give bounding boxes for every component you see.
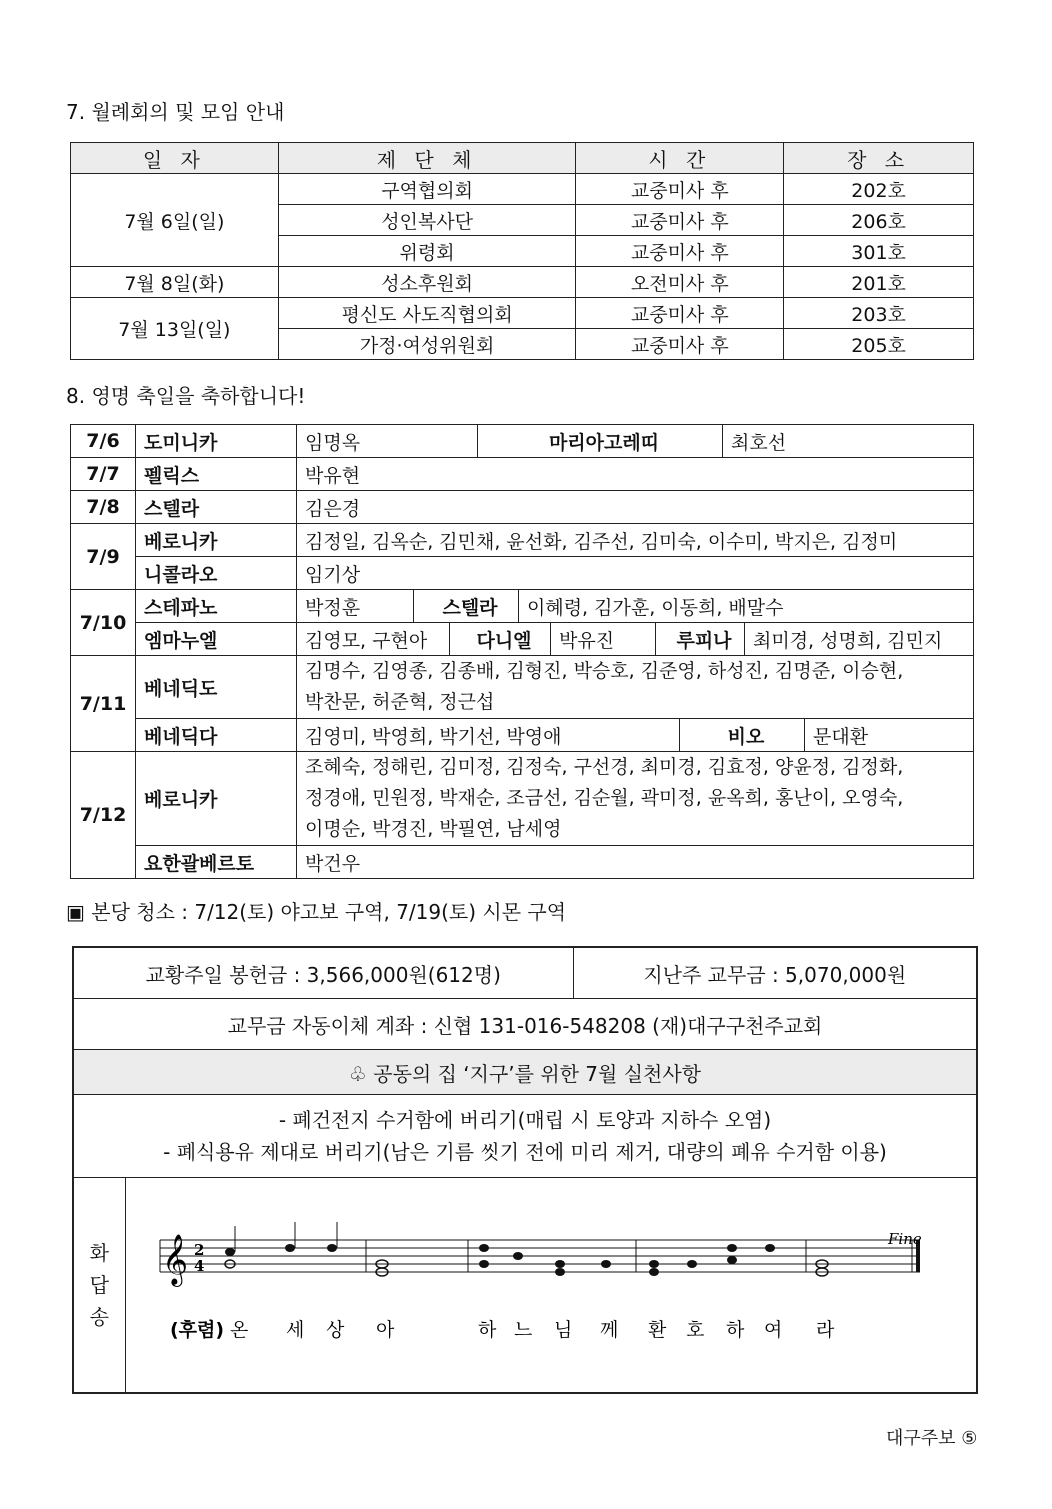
- member-names: 김은경: [297, 491, 974, 524]
- meeting-org: 평신도 사도직협의회: [278, 298, 576, 329]
- meeting-time: 교중미사 후: [576, 329, 784, 360]
- cleaning-notice: ▣ 본당 청소 : 7/12(토) 야고보 구역, 7/19(토) 시몬 구역: [66, 900, 567, 924]
- svg-text:느: 느: [513, 1319, 532, 1341]
- member-names: 김영모, 구현아: [297, 623, 450, 655]
- member-names: 최미경, 성명희, 김민지: [753, 629, 943, 652]
- psalm-label: 화 답 송: [73, 1178, 125, 1394]
- svg-text:상: 상: [325, 1319, 344, 1341]
- table-row: [71, 298, 974, 329]
- offering-text: 교황주일 봉헌금 : 3,566,000원(612명): [73, 947, 573, 999]
- meeting-org: 성소후원회: [278, 267, 576, 298]
- table-row: [71, 752, 974, 846]
- saint-name: 마리아고레띠: [478, 425, 723, 457]
- member-names: 박유현: [297, 458, 974, 491]
- header-time: 시 간: [576, 143, 784, 174]
- saint-name: 스텔라: [136, 491, 297, 524]
- member-names: 김명수, 김영종, 김종배, 김형진, 박승호, 김준영, 하성진, 김명준, 이승현,: [305, 660, 904, 682]
- section-7-title: 7. 월례회의 및 모임 안내: [66, 100, 285, 124]
- member-names: 박유진: [551, 623, 656, 655]
- table-row: [71, 656, 974, 719]
- meeting-time: 교중미사 후: [576, 298, 784, 329]
- fine-mark: Fine: [887, 1230, 922, 1248]
- saint-name: 펠릭스: [136, 458, 297, 491]
- meeting-time: 교중미사 후: [576, 236, 784, 267]
- eco-title: ♧ 공동의 집 ‘지구’를 위한 7월 실천사항: [73, 1050, 977, 1095]
- member-names: 최호선: [731, 431, 787, 454]
- saint-name: 비오: [680, 719, 805, 751]
- feast-date: 7/8: [71, 491, 136, 524]
- table-row: [71, 623, 974, 656]
- meeting-place: 301호: [784, 236, 974, 267]
- saint-name: 엠마누엘: [136, 623, 297, 656]
- table-row: [71, 846, 974, 879]
- eco-item: - 폐건전지 수거함에 버리기(매립 시 토양과 지하수 오염): [278, 1108, 772, 1132]
- svg-text:아: 아: [375, 1319, 394, 1341]
- eco-item: - 폐식용유 제대로 버리기(남은 기름 씻기 전에 미리 제거, 대량의 폐유 수거함 이용): [163, 1140, 887, 1164]
- meeting-table: [70, 142, 974, 360]
- meeting-place: 201호: [784, 267, 974, 298]
- saint-name: 루피나: [656, 623, 745, 655]
- svg-text:세: 세: [285, 1319, 304, 1341]
- saint-name: 스텔라: [414, 590, 519, 622]
- header-org: 제 단 체: [278, 143, 576, 174]
- member-names: 문대환: [813, 725, 869, 748]
- saint-name: 다니엘: [450, 623, 551, 655]
- meeting-time: 교중미사 후: [576, 174, 784, 205]
- account-text: 교무금 자동이체 계좌 : 신협 131-016-548208 (재)대구구천주교회: [73, 999, 977, 1050]
- table-row: [71, 267, 974, 298]
- saint-name: 베로니카: [136, 752, 297, 846]
- member-names: 정경애, 민원정, 박재순, 조금선, 김순월, 곽미정, 윤옥희, 홍난이, 오영숙,: [305, 787, 904, 809]
- svg-text:께: 께: [599, 1319, 618, 1341]
- meeting-time: 오전미사 후: [576, 267, 784, 298]
- feast-date: 7/12: [71, 752, 136, 879]
- member-names: 김영미, 박영희, 박기선, 박영애: [297, 719, 680, 751]
- saint-name: 도미니카: [136, 425, 297, 458]
- svg-text:라: 라: [815, 1319, 834, 1341]
- header-date: 일 자: [71, 143, 279, 174]
- saint-name: 요한괄베르토: [136, 846, 297, 879]
- music-score: [126, 1178, 976, 1392]
- meeting-place: 202호: [784, 174, 974, 205]
- member-names: 임기상: [297, 557, 974, 590]
- svg-text:2: 2: [193, 1241, 204, 1259]
- meeting-date: 7월 8일(화): [71, 267, 279, 298]
- svg-text:온: 온: [229, 1319, 248, 1341]
- svg-text:호: 호: [685, 1319, 704, 1341]
- table-row: [71, 557, 974, 590]
- saint-name: 스테파노: [136, 590, 297, 623]
- svg-text:님: 님: [553, 1319, 572, 1341]
- member-names: 임명옥: [297, 425, 478, 457]
- dues-text: 지난주 교무금 : 5,070,000원: [573, 947, 977, 999]
- meeting-org: 위령회: [278, 236, 576, 267]
- saint-name: 베네딕도: [136, 656, 297, 719]
- meeting-place: 206호: [784, 205, 974, 236]
- saint-name: 니콜라오: [136, 557, 297, 590]
- svg-text:하: 하: [477, 1319, 496, 1341]
- page-footer: 대구주보 ⑤: [886, 1428, 978, 1449]
- member-names: 박정훈: [297, 590, 414, 622]
- meeting-org: 가정·여성위원회: [278, 329, 576, 360]
- table-row: [71, 719, 974, 752]
- meeting-org: 성인복사단: [278, 205, 576, 236]
- table-row: [71, 491, 974, 524]
- feast-date: 7/9: [71, 524, 136, 590]
- meeting-place: 205호: [784, 329, 974, 360]
- meeting-date: 7월 13일(일): [71, 298, 279, 360]
- lyrics: [230, 1319, 835, 1341]
- svg-text:환: 환: [647, 1319, 666, 1341]
- table-row: [71, 590, 974, 623]
- svg-text:하: 하: [725, 1319, 744, 1341]
- header-place: 장 소: [784, 143, 974, 174]
- treble-clef-icon: 𝄞: [161, 1234, 188, 1285]
- member-names: 이명순, 박경진, 박필연, 남세영: [305, 818, 562, 840]
- section-8-title: 8. 영명 축일을 축하합니다!: [66, 384, 306, 408]
- table-row: [71, 458, 974, 491]
- saint-name: 베로니카: [136, 524, 297, 557]
- table-row: [71, 524, 974, 557]
- meeting-date: 7월 6일(일): [71, 174, 279, 267]
- member-names: 이혜령, 김가훈, 이동희, 배말수: [527, 596, 784, 619]
- meeting-org: 구역협의회: [278, 174, 576, 205]
- member-names: 박건우: [297, 846, 974, 879]
- meeting-time: 교중미사 후: [576, 205, 784, 236]
- table-row: [71, 425, 974, 458]
- feast-date: 7/11: [71, 656, 136, 752]
- feast-day-table: [70, 424, 974, 879]
- feast-date: 7/7: [71, 458, 136, 491]
- feast-date: 7/10: [71, 590, 136, 656]
- svg-text:여: 여: [763, 1319, 782, 1341]
- member-names: 박찬문, 허준혁, 정근섭: [305, 691, 495, 713]
- notice-box: [72, 946, 978, 1394]
- saint-name: 베네딕다: [136, 719, 297, 752]
- table-row: [71, 174, 974, 205]
- member-names: 조혜숙, 정해린, 김미정, 김정숙, 구선경, 최미경, 김효정, 양윤정, 김정화,: [305, 756, 904, 778]
- member-names: 김정일, 김옥순, 김민채, 윤선화, 김주선, 김미숙, 이수미, 박지은, 김정미: [297, 524, 974, 557]
- meeting-place: 203호: [784, 298, 974, 329]
- svg-text:4: 4: [193, 1257, 204, 1275]
- refrain-label: (후렴): [169, 1319, 224, 1341]
- feast-date: 7/6: [71, 425, 136, 458]
